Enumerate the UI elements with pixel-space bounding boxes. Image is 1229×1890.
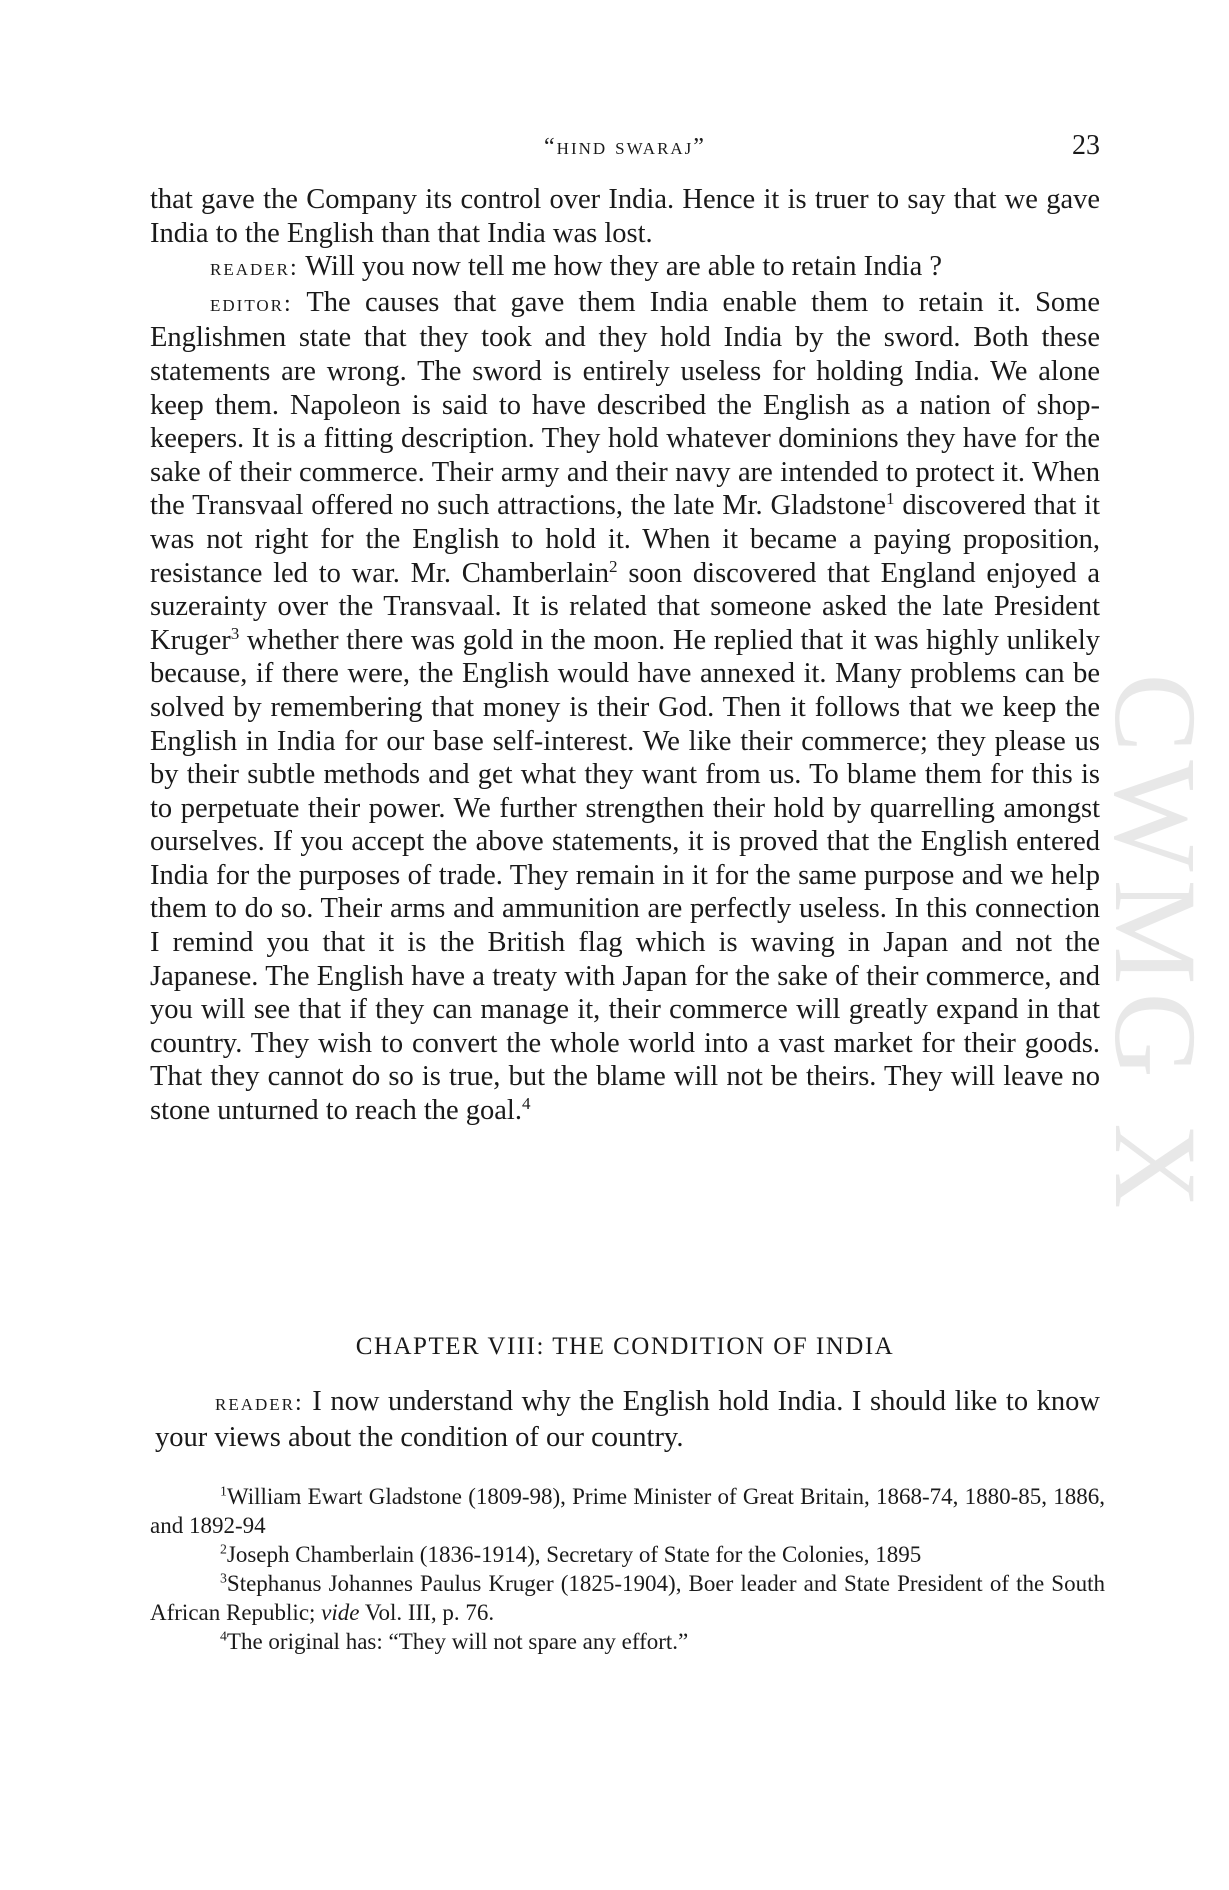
page-number: 23 (1072, 130, 1100, 161)
paragraph-3-text-c: soon discovered that England enjoyed a suzerainty over the Transvaal. It is related that someone asked the late President Kruger (150, 557, 1100, 656)
footnote-3 (150, 1569, 1105, 1627)
paragraph-3-text-d: whether there was gold in the moon. He replied that it was highly unlikely because, if there were, the English would have annexed it. Many problems can be solved by remembering that money is their God. Then it follows that we keep the English in India for our base self-interest. We like their commerce; they please us by their subtle methods and get what they want from us. To blame them for this is to perpetuate their power. We further strengthen their hold by quarrelling amongst ourselves. If you accept the above statements, it is proved that the English entered India for the purposes of trade. They remain in it for the same purpose and we help them to do so. Their arms and ammunition are perfectly useless. In this connection I remind you that it is the British flag which is waving in Japan and not the Japanese. The English have a treaty with Japan for the sake of their commerce, and you will see that if they can manage it, their commerce will greatly expand in that country. They wish to convert the whole world into a vast market for their goods. That they cannot do so is true, but the blame will not be theirs. They will leave no stone unturned to reach the goal. (150, 624, 1100, 1127)
footnote-1 (150, 1482, 1105, 1540)
body-text (150, 183, 1100, 1128)
footnotes (150, 1482, 1105, 1656)
watermark (1090, 575, 1221, 1315)
paragraph-3-text-b: discovered that it was not right for the English to hold it. When it became a paying proposition, resistance led to war. Mr. Chamberlain (150, 490, 1100, 589)
footnote-text: William Ewart Gladstone (1809-98), Prime Minister of Great Britain, 1868-74, 1880-85, 1886, and 1892-94 (150, 1484, 1105, 1538)
paragraph-2-text: Will you now tell me how they are able to retain India ? (298, 251, 943, 283)
footnote-number: 1 (220, 1483, 227, 1499)
speaker-label: reader: (210, 255, 299, 282)
chapter-paragraph-1 (155, 1385, 1100, 1454)
paragraph-1: that gave the Company its control over India. Hence it is truer to say that we gave India to the English than that India was lost. (150, 184, 1100, 249)
footnote-ref-4: 4 (521, 1093, 531, 1113)
footnote-text: The original has: “They will not spare any effort.” (226, 1629, 689, 1654)
footnote-vide: vide (321, 1600, 360, 1625)
footnote-ref-2: 2 (609, 556, 618, 576)
speaker-label: editor: (210, 290, 293, 317)
footnote-text: Vol. III, p. 76. (359, 1600, 495, 1625)
footnote-number: 4 (220, 1628, 227, 1644)
paragraph-3 (150, 286, 1100, 1128)
chapter-text (155, 1385, 1100, 1454)
chapter-heading: CHAPTER VIII: THE CONDITION OF INDIA (355, 1333, 895, 1360)
footnote-text: Joseph Chamberlain (1836-1914), Secretary of State for the Colonies, 1895 (226, 1542, 922, 1567)
footnote-4 (150, 1627, 1105, 1656)
paragraph-3-text-a: The causes that gave them India enable them to retain it. Some Englishmen state that they took and they hold India by the sword. Both these statements are wrong. The sword is entirely useless for holding India. We alone keep them. Napoleon is said to have described the English as a nation of shop-keepers. It is a fitting description. They hold whatever dominions they have for the sake of their commerce. Their army and their navy are intended to protect it. When the Transvaal offered no such attractions, the late Mr. Gladstone (150, 286, 1100, 522)
paragraph-2 (150, 250, 1100, 286)
footnote-ref-1: 1 (886, 489, 895, 509)
watermark-svg (1090, 575, 1221, 1315)
chapter-paragraph-1-text: I now understand why the English hold India. I should like to know your views about the condition of our country. (155, 1386, 1100, 1453)
footnote-2 (150, 1540, 1105, 1569)
footnote-number: 2 (220, 1541, 227, 1557)
speaker-label: reader: (215, 1390, 304, 1416)
running-head (150, 130, 1100, 170)
watermark-text: CWMG X (1090, 673, 1221, 1217)
footnote-text: Stephanus Johannes Paulus Kruger (1825-1904), Boer leader and State President of the South African Republic; (150, 1571, 1105, 1625)
footnote-ref-3: 3 (230, 623, 240, 643)
footnote-number: 3 (220, 1570, 227, 1586)
running-title: “hind swaraj” (544, 134, 706, 160)
